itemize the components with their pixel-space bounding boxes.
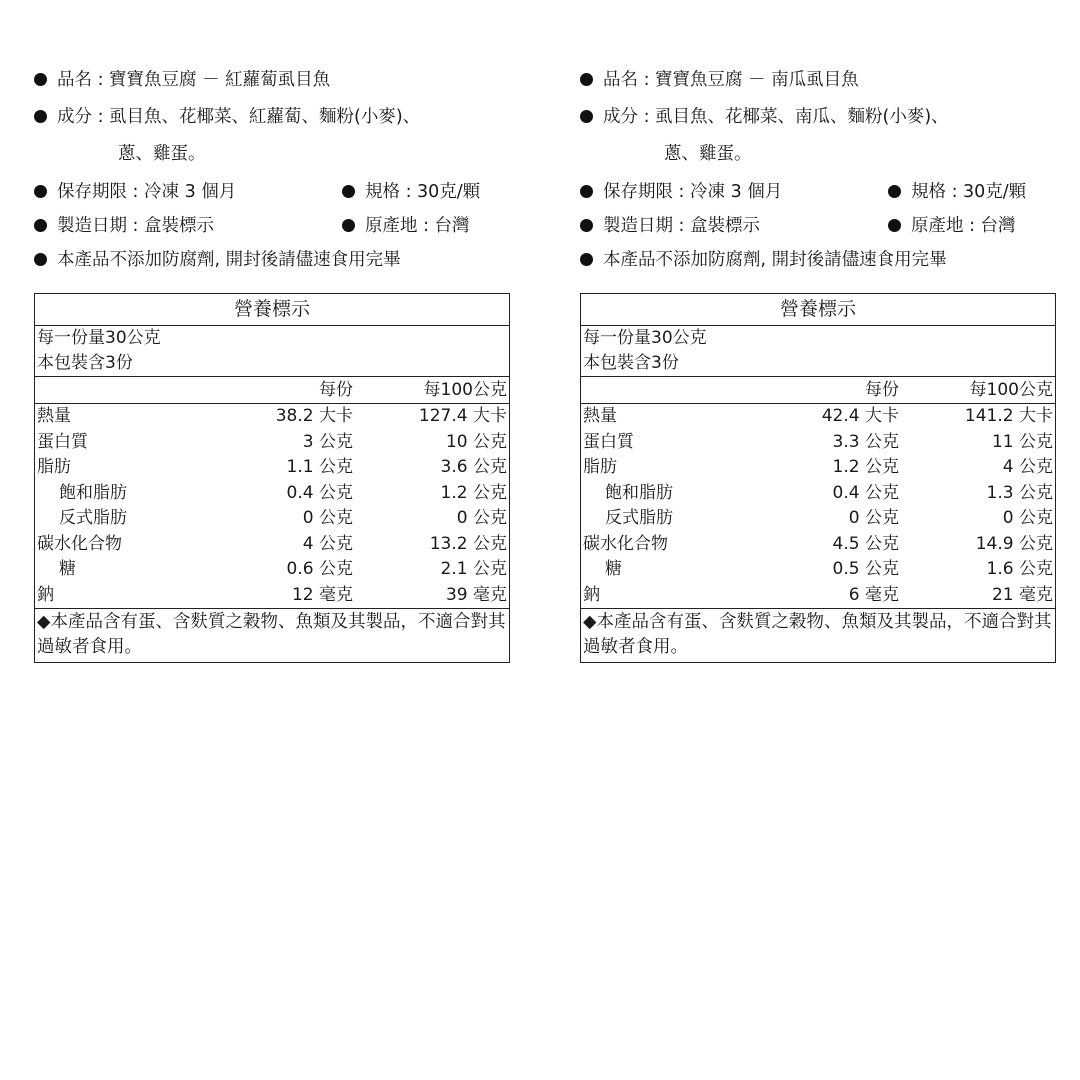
bullet-icon — [34, 219, 47, 232]
preservative-line — [580, 243, 1060, 277]
nutrient-per-100g: 14.9 公克 — [975, 533, 1053, 554]
nutrient-per-serving: 4 公克 — [302, 533, 353, 554]
table-row — [581, 506, 1056, 532]
col-per-100g: 每100公克 — [901, 377, 1056, 404]
bullet-icon — [342, 219, 355, 232]
date-origin-line — [34, 209, 514, 243]
nutrient-name: 糖 — [59, 559, 76, 579]
table-row — [35, 404, 510, 430]
nutrient-per-serving: 6 毫克 — [777, 583, 901, 609]
table-row — [35, 583, 510, 609]
nutrient-name: 飽和脂肪 — [59, 482, 127, 503]
nutrient-per-100g: 2.1 公克 — [440, 559, 507, 579]
nutrition-title: 營養標示 — [35, 294, 510, 326]
date-origin-line — [580, 209, 1060, 243]
nutrient-per-serving: 42.4 大卡 — [821, 406, 899, 426]
nutrient-name: 熱量 — [37, 406, 71, 426]
table-row — [581, 583, 1056, 609]
table-row — [35, 430, 510, 456]
nutrient-per-serving: 0.4 公克 — [286, 482, 353, 503]
col-per-serving: 每份 — [231, 377, 355, 404]
nutrient-per-100g: 11 公克 — [991, 431, 1053, 452]
nutrient-per-100g: 10 公克 — [445, 431, 507, 452]
product-name: 品名 : 寶寶魚豆腐 － 紅蘿蔔虱目魚 — [57, 70, 331, 90]
nutrient-per-100g: 0 公克 — [456, 508, 507, 528]
nutrient-per-serving: 0 公克 — [848, 508, 899, 528]
bullet-icon — [580, 110, 593, 123]
table-row — [581, 481, 1056, 507]
product-name-line — [34, 62, 514, 99]
nutrient-name: 飽和脂肪 — [605, 482, 673, 503]
ingredients-text: 成分 : 虱目魚、花椰菜、南瓜、麵粉(小麥)、 — [603, 107, 949, 127]
serving-size: 每一份量30公克 — [37, 328, 161, 348]
nutrient-name: 脂肪 — [37, 457, 71, 477]
nutrient-name: 反式脂肪 — [605, 508, 673, 528]
bullet-icon — [34, 73, 47, 86]
bullet-icon — [888, 219, 901, 232]
table-row — [35, 506, 510, 532]
nutrition-table — [34, 293, 510, 663]
table-row — [581, 404, 1056, 430]
nutrient-per-serving: 3.3 公克 — [832, 431, 899, 452]
nutrient-per-100g: 13.2 公克 — [429, 533, 507, 554]
nutrient-name: 蛋白質 — [583, 431, 634, 452]
bullet-icon — [580, 185, 593, 198]
nutrient-per-serving: 1.2 公克 — [832, 457, 899, 477]
nutrient-name: 熱量 — [583, 406, 617, 426]
nutrient-per-serving: 12 毫克 — [231, 583, 355, 609]
allergen-note: ◆本產品含有蛋、含麩質之穀物、魚類及其製品，不適合對其過敏者食用。 — [583, 612, 1052, 657]
bullet-icon — [888, 185, 901, 198]
nutrient-name: 脂肪 — [583, 457, 617, 477]
nutrient-name: 鈉 — [35, 583, 232, 609]
bullet-icon — [580, 253, 593, 266]
nutrient-per-100g: 141.2 大卡 — [964, 406, 1053, 426]
nutrient-per-100g: 1.6 公克 — [986, 559, 1053, 579]
nutrition-table — [580, 293, 1056, 663]
preservative-note: 本產品不添加防腐劑, 開封後請儘速食用完畢 — [57, 250, 401, 270]
bullet-icon — [34, 185, 47, 198]
servings-per-pack: 本包裝含3份 — [581, 351, 1056, 377]
nutrient-name: 反式脂肪 — [59, 508, 127, 528]
product-name-line — [580, 62, 1060, 99]
bullet-icon — [342, 185, 355, 198]
nutrient-per-100g: 4 公克 — [1002, 457, 1053, 477]
product-label-carrot — [34, 62, 514, 657]
allergen-note: ◆本產品含有蛋、含麩質之穀物、魚類及其製品，不適合對其過敏者食用。 — [37, 612, 506, 657]
nutrient-per-serving: 3 公克 — [302, 431, 353, 452]
serving-size: 每一份量30公克 — [583, 328, 707, 348]
product-name: 品名 : 寶寶魚豆腐 － 南瓜虱目魚 — [603, 70, 859, 90]
nutrient-per-serving: 1.1 公克 — [286, 457, 353, 477]
nutrient-per-serving: 0.4 公克 — [832, 482, 899, 503]
ingredients-text: 成分 : 虱目魚、花椰菜、紅蘿蔔、麵粉(小麥)、 — [57, 107, 421, 127]
col-per-100g: 每100公克 — [355, 377, 510, 404]
nutrient-name: 碳水化合物 — [583, 533, 668, 554]
shelf-spec-line — [580, 175, 1060, 209]
spec: 規格 : 30克/顆 — [911, 182, 1027, 202]
table-row — [35, 455, 510, 481]
table-row — [35, 557, 510, 583]
bullet-icon — [580, 219, 593, 232]
table-row — [35, 481, 510, 507]
table-row — [581, 557, 1056, 583]
manufacture-date: 製造日期 : 盒裝標示 — [603, 216, 761, 236]
nutrient-per-100g: 3.6 公克 — [440, 457, 507, 477]
nutrient-per-serving: 38.2 大卡 — [275, 406, 353, 426]
nutrient-per-serving: 0.6 公克 — [286, 559, 353, 579]
nutrient-per-100g: 0 公克 — [1002, 508, 1053, 528]
table-row — [581, 532, 1056, 558]
nutrient-per-100g: 39 毫克 — [355, 583, 510, 609]
product-label-pumpkin — [580, 62, 1060, 657]
table-row — [581, 430, 1056, 456]
nutrient-per-serving: 0 公克 — [302, 508, 353, 528]
ingredients-line — [34, 99, 514, 136]
bullet-icon — [34, 253, 47, 266]
nutrient-per-serving: 4.5 公克 — [832, 533, 899, 554]
col-per-serving: 每份 — [777, 377, 901, 404]
shelf-life: 保存期限 : 冷凍 3 個月 — [603, 182, 783, 202]
nutrient-per-serving: 0.5 公克 — [832, 559, 899, 579]
servings-per-pack: 本包裝含3份 — [35, 351, 510, 377]
ingredients-line — [580, 99, 1060, 136]
spec: 規格 : 30克/顆 — [365, 182, 481, 202]
nutrient-name: 鈉 — [581, 583, 778, 609]
table-row — [581, 455, 1056, 481]
ingredients-continuation: 蔥、雞蛋。 — [118, 144, 206, 164]
origin: 原產地 : 台灣 — [365, 216, 470, 236]
bullet-icon — [580, 73, 593, 86]
nutrient-per-100g: 127.4 大卡 — [418, 406, 507, 426]
manufacture-date: 製造日期 : 盒裝標示 — [57, 216, 215, 236]
nutrient-per-100g: 1.3 公克 — [986, 482, 1053, 503]
shelf-spec-line — [34, 175, 514, 209]
nutrient-per-100g: 21 毫克 — [901, 583, 1056, 609]
preservative-note: 本產品不添加防腐劑, 開封後請儘速食用完畢 — [603, 250, 947, 270]
shelf-life: 保存期限 : 冷凍 3 個月 — [57, 182, 237, 202]
table-row — [35, 532, 510, 558]
preservative-line — [34, 243, 514, 277]
nutrient-per-100g: 1.2 公克 — [440, 482, 507, 503]
origin: 原產地 : 台灣 — [911, 216, 1016, 236]
bullet-icon — [34, 110, 47, 123]
nutrient-name: 糖 — [605, 559, 622, 579]
nutrient-name: 蛋白質 — [37, 431, 88, 452]
ingredients-continuation: 蔥、雞蛋。 — [664, 144, 752, 164]
nutrition-title: 營養標示 — [581, 294, 1056, 326]
nutrient-name: 碳水化合物 — [37, 533, 122, 554]
